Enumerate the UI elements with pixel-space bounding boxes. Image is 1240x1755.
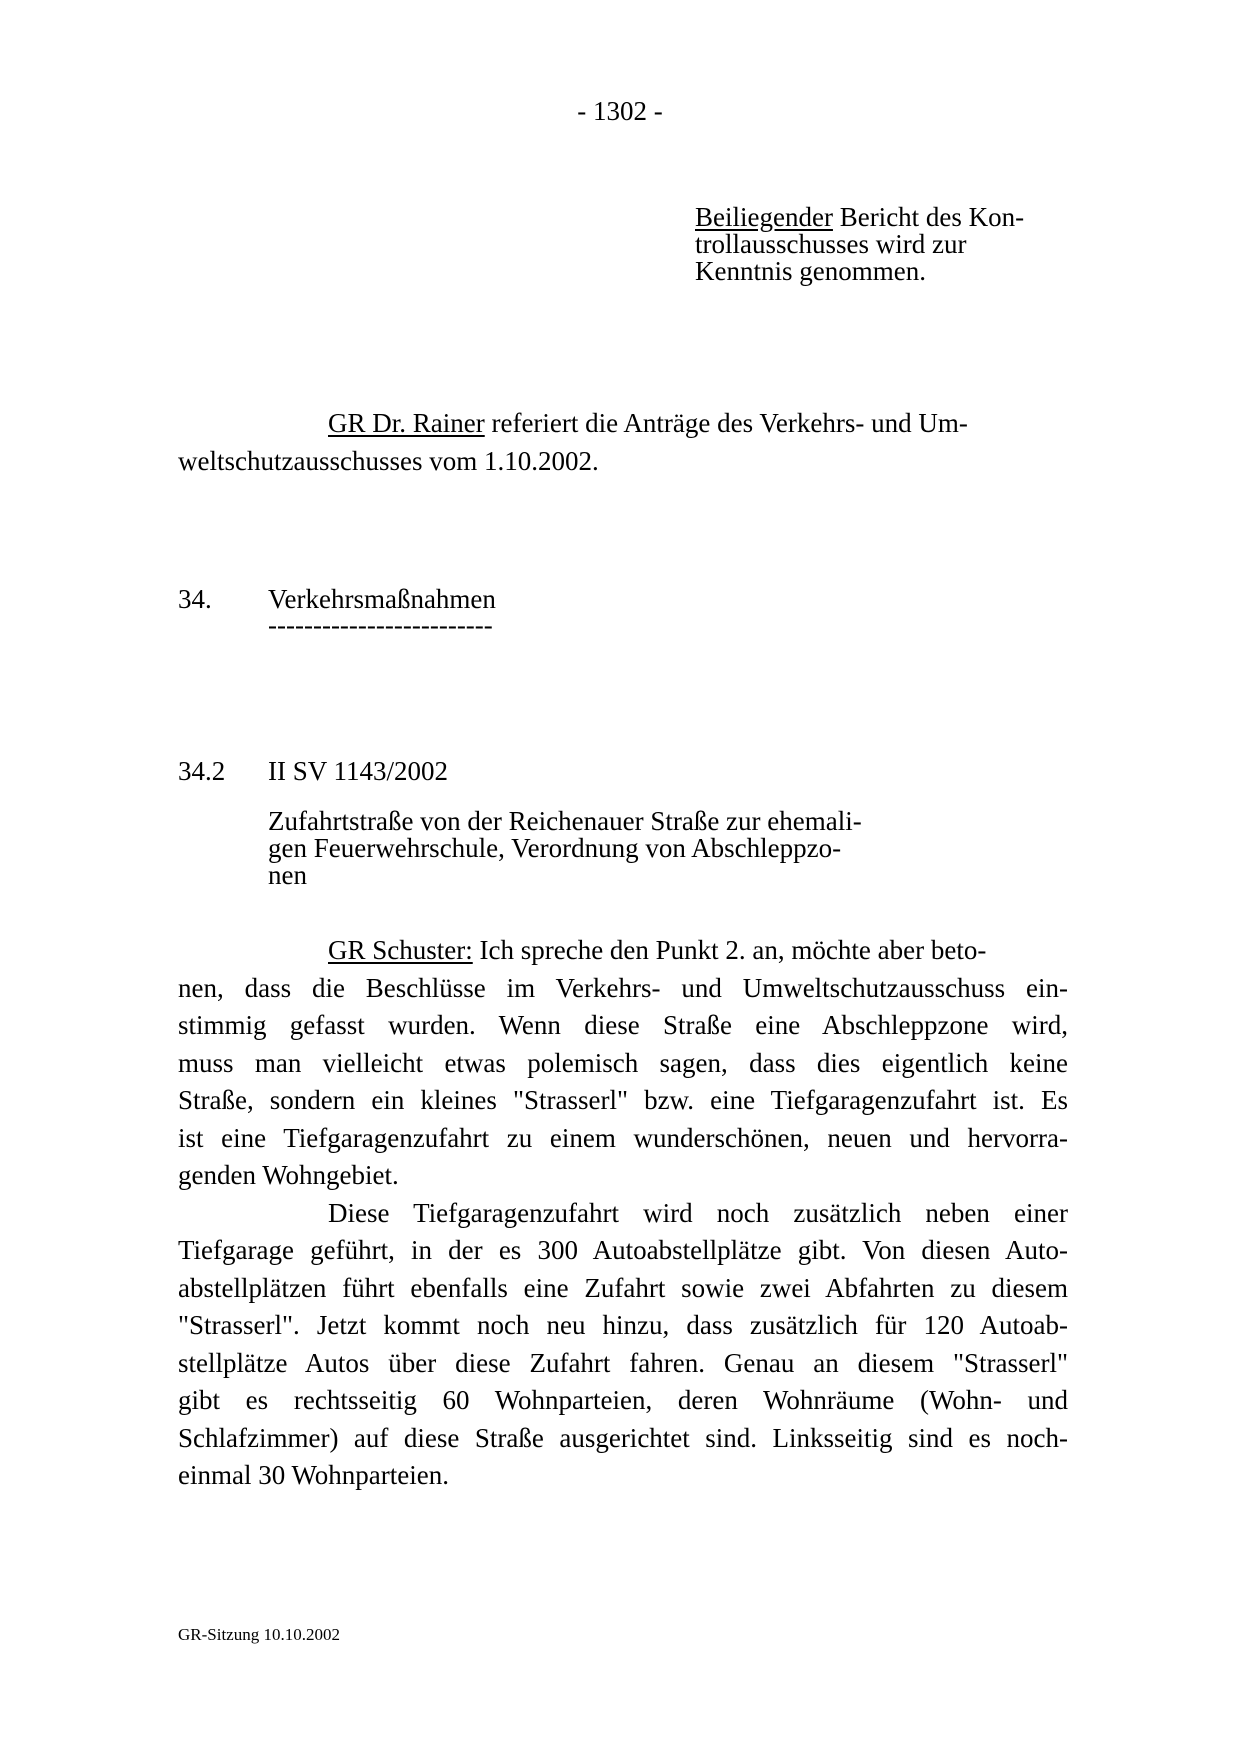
speech-p2-line-1: Diese Tiefgaragenzufahrt wird noch zusätzlich neben einer <box>328 1197 1068 1228</box>
speech-p2-line-8: einmal 30 Wohnparteien. <box>178 1460 450 1490</box>
subject-line-3: nen <box>268 860 307 890</box>
speech-gr-schuster <box>178 932 1068 1495</box>
intro-line-1 <box>328 404 1068 442</box>
subject-line-2: gen Feuerwehrschule, Verordnung von Abschleppzo- <box>268 833 842 863</box>
item-34-number: 34. <box>178 584 212 614</box>
page-footer: GR-Sitzung 10.10.2002 <box>178 1625 340 1644</box>
resolution-note <box>695 204 1095 285</box>
intro-line-1-rest: referiert die Anträge des Verkehrs- und Um- <box>484 408 968 438</box>
speech-p1-line-4: muss man vielleicht etwas polemisch sagen, dass dies eigentlich keine <box>178 1047 1068 1078</box>
resolution-line-3: Kenntnis genommen. <box>695 256 926 286</box>
speech-p2-line-3: abstellplätzen führt ebenfalls eine Zufahrt sowie zwei Abfahrten zu diesem <box>178 1272 1068 1303</box>
speech-speaker: GR Schuster: <box>328 935 473 965</box>
resolution-line-1 <box>695 204 1095 231</box>
speech-p2-line-4: "Strasserl". Jetzt kommt noch neu hinzu, dass zusätzlich für 120 Autoab- <box>178 1310 1068 1340</box>
intro-line-2: weltschutzausschusses vom 1.10.2002. <box>178 446 599 476</box>
resolution-line-1-rest: Bericht des Kon- <box>832 202 1025 232</box>
speech-p1-line-7: genden Wohngebiet. <box>178 1160 399 1190</box>
resolution-underlined-word: Beiliegender <box>695 202 833 232</box>
speech-p1-line-1-rest: Ich spreche den Punkt 2. an, möchte aber beto- <box>472 935 987 965</box>
speech-p2-line-2: Tiefgarage geführt, in der es 300 Autoabstellplätze gibt. Von diesen Auto- <box>178 1235 1068 1265</box>
item-34-title-underline: ------------------------- <box>268 610 493 640</box>
item-34-title: Verkehrsmaßnahmen <box>268 584 496 614</box>
page-number: - 1302 - <box>577 96 663 126</box>
speech-p1-line-3: stimmig gefasst wurden. Wenn diese Straße eine Abschleppzone wird, <box>178 1010 1068 1040</box>
speech-p1-line-5: Straße, sondern ein kleines "Strasserl" bzw. eine Tiefgaragenzufahrt ist. Es <box>178 1085 1068 1115</box>
speech-p1-line-1 <box>178 932 1068 970</box>
subject-line-1: Zufahrtstraße von der Reichenauer Straße zur ehemali- <box>268 806 862 836</box>
item-34-2-subject <box>268 808 908 889</box>
speech-p2-line-6: gibt es rechtsseitig 60 Wohnparteien, deren Wohnräume (Wohn- und <box>178 1385 1068 1415</box>
resolution-line-2: trollausschusses wird zur <box>695 229 967 259</box>
speech-p2-line-5: stellplätze Autos über diese Zufahrt fahren. Genau an diesem "Strasserl" <box>178 1347 1068 1378</box>
speech-p1-line-2: nen, dass die Beschlüsse im Verkehrs- und Umweltschutzausschuss ein- <box>178 972 1068 1003</box>
speech-p2-line-7: Schlafzimmer) auf diese Straße ausgerichtet sind. Linksseitig sind es noch- <box>178 1422 1068 1453</box>
speech-p1-line-6: ist eine Tiefgaragenzufahrt zu einem wunderschönen, neuen und hervorra- <box>178 1122 1068 1153</box>
item-34-2-number: 34.2 <box>178 756 226 786</box>
item-34-2-code: II SV 1143/2002 <box>268 756 449 786</box>
intro-speaker: GR Dr. Rainer <box>328 408 485 438</box>
